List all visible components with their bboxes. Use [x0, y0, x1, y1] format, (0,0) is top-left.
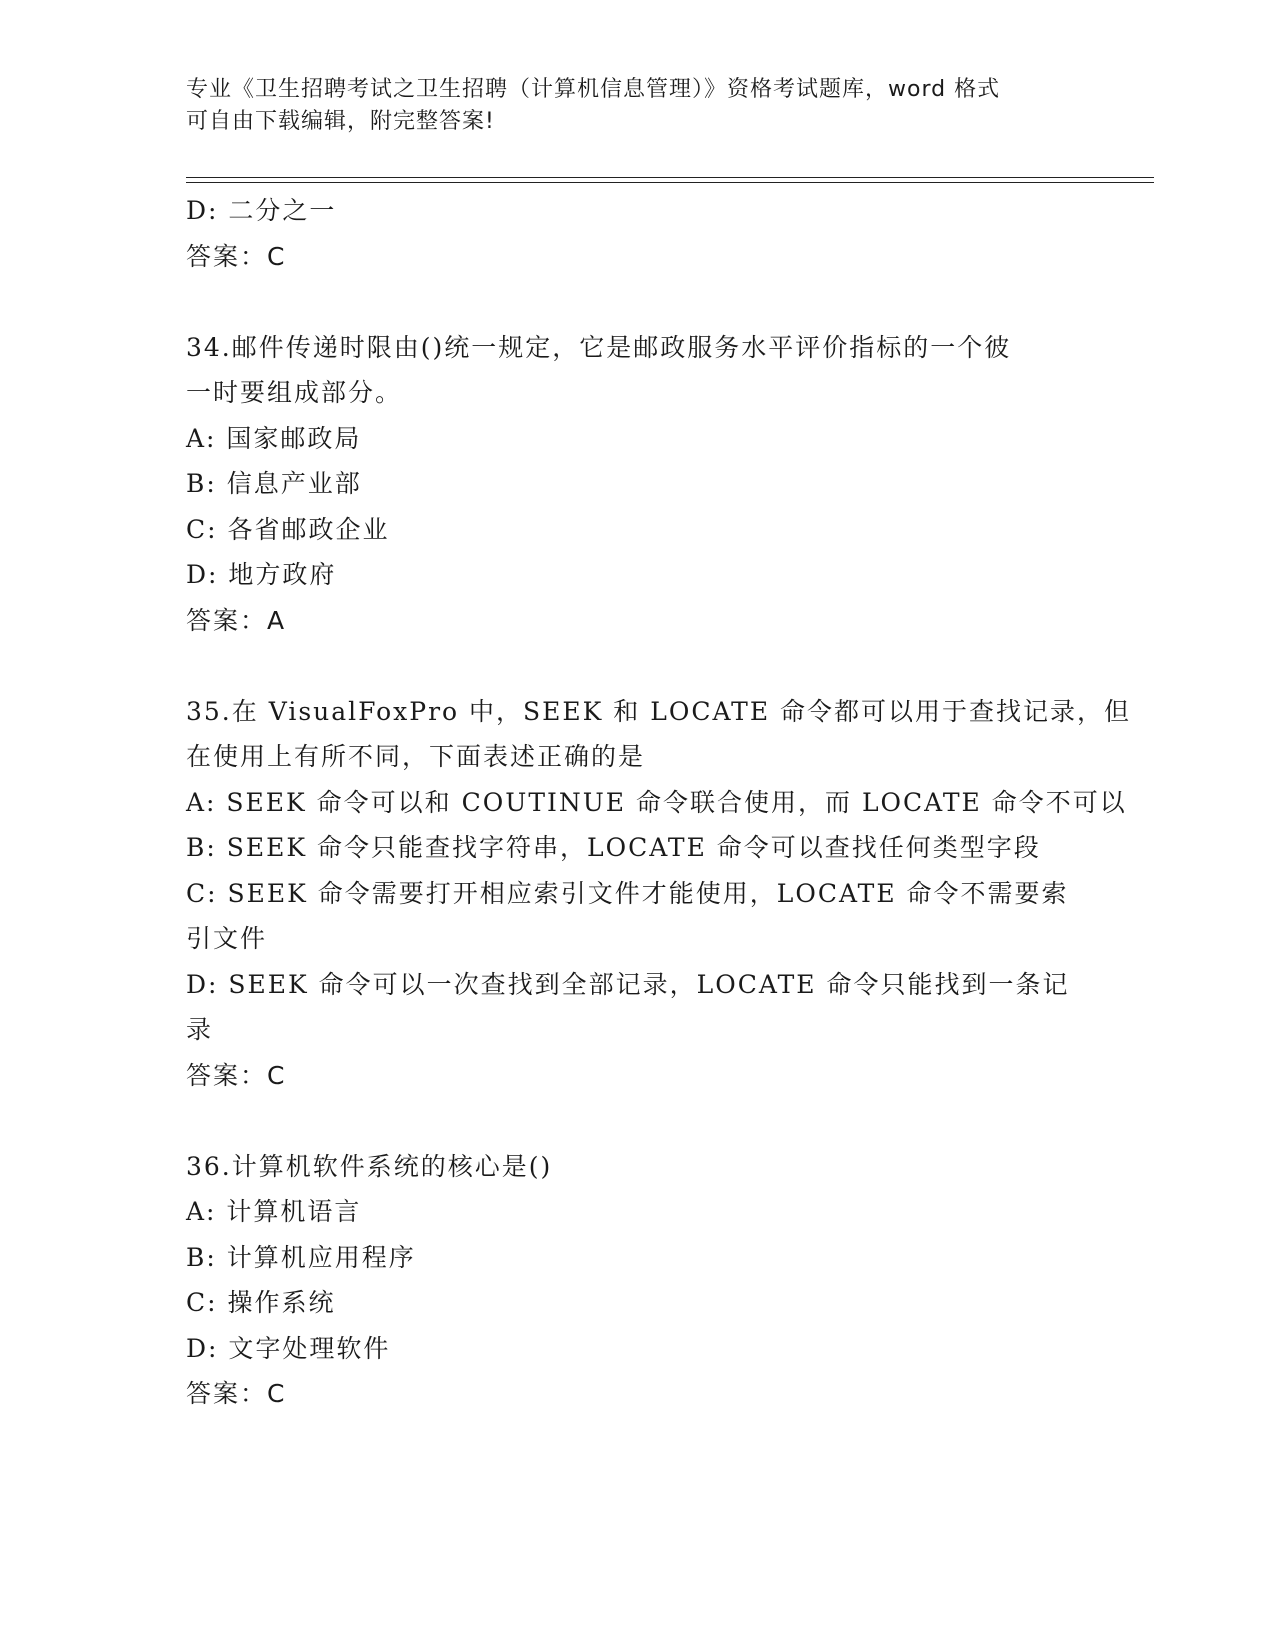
header-divider-bottom: [186, 182, 1154, 183]
q35-answer: 答案：C: [186, 1060, 287, 1090]
q36-option-c: C: 操作系统: [186, 1288, 336, 1317]
q35-option-d-line-1: D: SEEK 命令可以一次查找到全部记录，LOCATE 命令只能找到一条记: [186, 969, 1070, 999]
spacer: [186, 643, 1076, 689]
document-header: [186, 74, 1066, 138]
q34-option-b: B: 信息产业部: [186, 469, 362, 498]
q36-question: 36.计算机软件系统的核心是(): [186, 1151, 553, 1181]
q35-question-line-1: 35.在 VisualFoxPro 中，SEEK 和 LOCATE 命令都可以用于查找记录，但: [186, 696, 1132, 726]
q34-option-a: A: 国家邮政局: [186, 423, 362, 453]
q35-option-a: A: SEEK 命令可以和 COUTINUE 命令联合使用，而 LOCATE 命令不可以: [186, 787, 1127, 817]
q35-question-line-2: 在使用上有所不同，下面表述正确的是: [186, 742, 646, 771]
q35-option-d-line-2: 录: [186, 1015, 214, 1044]
question-content: [186, 188, 1132, 1417]
header-divider-top: [186, 177, 1154, 178]
q34-question-line-2: 一时要组成部分。: [186, 378, 403, 407]
q33-answer: 答案：C: [186, 241, 287, 271]
q36-option-d: D: 文字处理软件: [186, 1333, 391, 1363]
q35-option-c-line-1: C: SEEK 命令需要打开相应索引文件才能使用，LOCATE 命令不需要索: [186, 878, 1069, 908]
q33-option-d: D: 二分之一: [186, 196, 337, 225]
q34-answer: 答案：A: [186, 605, 287, 635]
q36-option-a: A: 计算机语言: [186, 1197, 362, 1226]
q36-option-b: B: 计算机应用程序: [186, 1242, 416, 1272]
q34-option-c: C: 各省邮政企业: [186, 514, 390, 544]
q36-answer: 答案：C: [186, 1379, 287, 1408]
q34-question-line-1: 34.邮件传递时限由()统一规定，它是邮政服务水平评价指标的一个彼: [186, 332, 1012, 362]
spacer: [186, 1098, 1076, 1144]
q35-option-c-line-2: 引文件: [186, 924, 268, 953]
q35-option-b: B: SEEK 命令只能查找字符串，LOCATE 命令可以查找任何类型字段: [186, 833, 1041, 862]
header-line-2: 可自由下载编辑，附完整答案!: [186, 109, 495, 134]
q34-option-d: D: 地方政府: [186, 560, 337, 589]
spacer: [186, 279, 1076, 325]
header-line-1: 专业《卫生招聘考试之卫生招聘（计算机信息管理）》资格考试题库，word 格式: [186, 77, 1001, 102]
